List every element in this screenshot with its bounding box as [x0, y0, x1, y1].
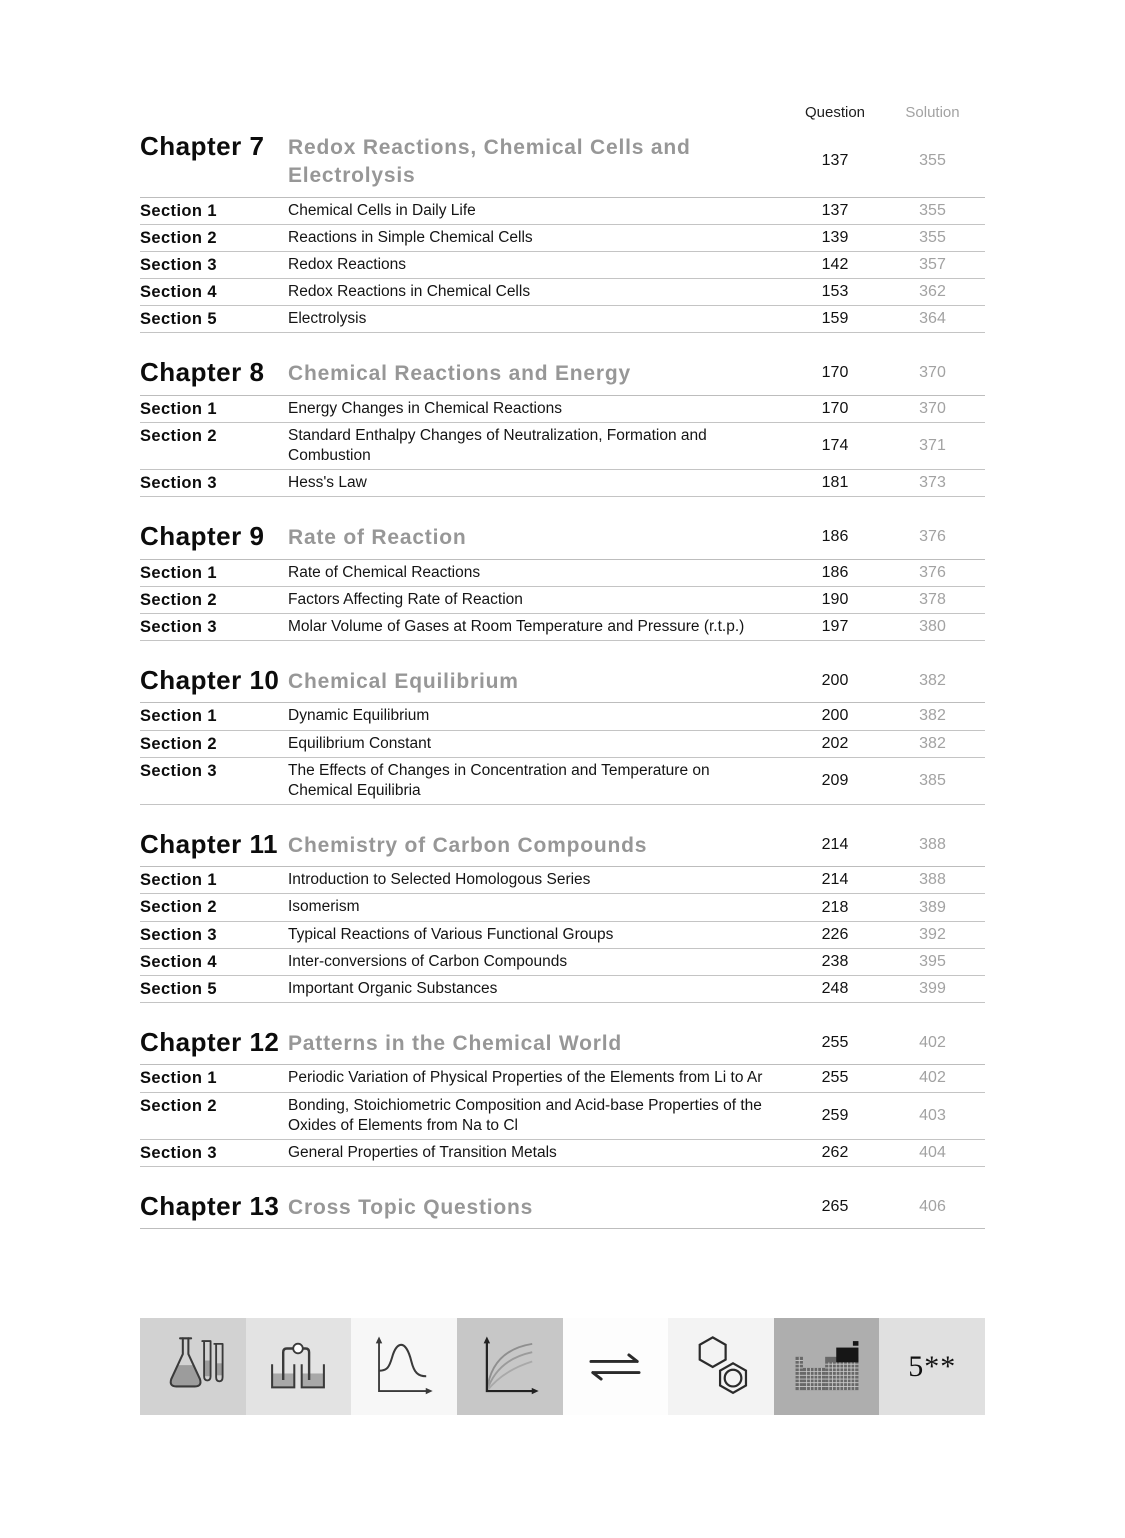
- section-solution-page: 382: [919, 734, 946, 752]
- question-column-header: Question: [804, 104, 866, 121]
- chapter-title: Chemistry of Carbon Compounds: [288, 833, 648, 857]
- section-row: [140, 279, 985, 306]
- chapter-solution-page: 382: [919, 671, 946, 689]
- section-solution-page: 395: [919, 952, 946, 970]
- electrochemical-cell-icon: [261, 1330, 335, 1404]
- section-solution-page: 362: [919, 283, 946, 301]
- section-solution-page: 382: [919, 707, 946, 725]
- chapter-title: Chemical Reactions and Energy: [288, 362, 631, 386]
- energy-profile-graph-icon: [367, 1330, 441, 1404]
- section-title: Important Organic Substances: [288, 979, 498, 997]
- chapter-solution-page: 355: [919, 151, 946, 169]
- section-label: Section 2: [140, 426, 217, 445]
- chapter-row: [140, 663, 985, 703]
- section-title: Redox Reactions: [288, 255, 407, 273]
- section-solution-page: 355: [919, 201, 946, 219]
- chapter-row: [140, 355, 985, 395]
- section-label: Section 5: [140, 310, 217, 329]
- section-row: [140, 198, 985, 225]
- section-row: [140, 949, 985, 976]
- equilibrium-arrows-icon: [578, 1330, 652, 1404]
- section-row: [140, 252, 985, 279]
- section-question-page: 170: [821, 399, 849, 417]
- table-of-contents-page: [140, 104, 985, 1229]
- section-solution-page: 388: [919, 871, 946, 889]
- section-title: Electrolysis: [288, 310, 367, 328]
- section-label: Section 1: [140, 399, 217, 418]
- section-label: Section 1: [140, 563, 217, 582]
- section-question-page: 174: [821, 437, 849, 455]
- footer-tile: [246, 1318, 352, 1415]
- section-question-page: 218: [821, 898, 849, 916]
- section-row: [140, 396, 985, 423]
- section-question-page: 197: [821, 617, 849, 635]
- chapter-label: Chapter 10: [140, 665, 280, 696]
- section-solution-page: 385: [919, 771, 946, 789]
- section-row: [140, 1140, 985, 1167]
- section-row: [140, 758, 985, 805]
- section-question-page: 214: [821, 871, 849, 889]
- section-label: Section 3: [140, 255, 217, 274]
- section-solution-page: 355: [919, 228, 946, 246]
- benzene-rings-icon: [684, 1330, 758, 1404]
- chapter-title: Rate of Reaction: [288, 526, 467, 550]
- section-label: Section 1: [140, 707, 217, 726]
- section-solution-page: 402: [919, 1069, 946, 1087]
- footer-tile: [563, 1318, 669, 1415]
- chapter-row: [140, 129, 985, 198]
- section-question-page: 200: [821, 707, 849, 725]
- section-label: Section 5: [140, 979, 217, 998]
- chapter-solution-page: 376: [919, 527, 946, 545]
- section-title: Periodic Variation of Physical Properties of the Elements from Li to Ar: [288, 1069, 763, 1087]
- section-title: Isomerism: [288, 898, 360, 916]
- chapter-question-page: 137: [821, 151, 849, 169]
- section-row: [140, 614, 985, 641]
- chapter-question-page: 186: [821, 527, 849, 545]
- section-title: Molar Volume of Gases at Room Temperature and Pressure (r.t.p.): [288, 617, 745, 635]
- section-label: Section 3: [140, 617, 217, 636]
- section-solution-page: 399: [919, 979, 946, 997]
- section-solution-page: 357: [919, 256, 946, 274]
- chapter-title: Chemical Equilibrium: [288, 670, 519, 694]
- column-header-row: [140, 104, 985, 121]
- section-solution-page: 389: [919, 898, 946, 916]
- chapter-row: [140, 1025, 985, 1065]
- chapter-label: Chapter 9: [140, 521, 265, 552]
- chapter-label: Chapter 7: [140, 131, 265, 161]
- section-row: [140, 225, 985, 252]
- section-question-page: 186: [821, 563, 849, 581]
- section-solution-page: 371: [919, 437, 946, 455]
- footer-tile: [351, 1318, 457, 1415]
- chapter-row: [140, 827, 985, 867]
- chapter-label: Chapter 13: [140, 1190, 280, 1221]
- chapter-question-page: 214: [821, 835, 849, 853]
- section-title: Typical Reactions of Various Functional Groups: [288, 925, 614, 943]
- toc-table: [140, 129, 985, 1229]
- section-row: [140, 922, 985, 949]
- chapter-title: Redox Reactions, Chemical Cells and Electrolysis: [288, 136, 691, 188]
- section-label: Section 2: [140, 898, 217, 917]
- chapter-label: Chapter 11: [140, 828, 278, 859]
- section-row: [140, 470, 985, 497]
- section-title: Redox Reactions in Chemical Cells: [288, 283, 531, 301]
- section-question-page: 137: [821, 201, 849, 219]
- chapter-solution-page: 370: [919, 364, 946, 382]
- section-label: Section 4: [140, 283, 217, 302]
- chapter-question-page: 255: [821, 1033, 849, 1051]
- section-title: Dynamic Equilibrium: [288, 707, 430, 725]
- section-title: Equilibrium Constant: [288, 734, 432, 752]
- chapter-title: Cross Topic Questions: [288, 1195, 534, 1219]
- section-row: [140, 560, 985, 587]
- section-question-page: 262: [821, 1143, 849, 1161]
- section-title: Inter-conversions of Carbon Compounds: [288, 952, 568, 970]
- rate-curves-graph-icon: [473, 1330, 547, 1404]
- section-solution-page: 403: [919, 1106, 946, 1124]
- section-question-page: 153: [821, 283, 849, 301]
- section-label: Section 3: [140, 925, 217, 944]
- chapter-solution-page: 388: [919, 835, 946, 853]
- footer-tile: [668, 1318, 774, 1415]
- section-solution-page: 376: [919, 563, 946, 581]
- section-question-page: 181: [821, 474, 849, 492]
- section-question-page: 226: [821, 925, 849, 943]
- chapter-question-page: 265: [821, 1197, 849, 1215]
- section-title: Bonding, Stoichiometric Composition and Acid-base Properties of the Oxides of Elements from Na to Cl: [288, 1096, 762, 1134]
- section-question-page: 139: [821, 228, 849, 246]
- section-question-page: 259: [821, 1106, 849, 1124]
- section-label: Section 3: [140, 474, 217, 493]
- footer-icon-strip: [140, 1318, 985, 1415]
- chapter-row: [140, 519, 985, 559]
- section-question-page: 255: [821, 1069, 849, 1087]
- section-solution-page: 373: [919, 474, 946, 492]
- chapter-solution-page: 406: [919, 1197, 946, 1215]
- section-label: Section 2: [140, 1096, 217, 1115]
- footer-tile: [774, 1318, 880, 1415]
- section-solution-page: 404: [919, 1143, 946, 1161]
- section-question-page: 238: [821, 952, 849, 970]
- section-label: Section 2: [140, 590, 217, 609]
- section-question-page: 202: [821, 734, 849, 752]
- section-title: Standard Enthalpy Changes of Neutralization, Formation and Combustion: [288, 426, 707, 465]
- section-label: Section 2: [140, 734, 217, 753]
- chapter-solution-page: 402: [919, 1033, 946, 1051]
- section-title: Energy Changes in Chemical Reactions: [288, 399, 562, 417]
- chapter-row: [140, 1189, 985, 1229]
- section-title: Factors Affecting Rate of Reaction: [288, 590, 523, 608]
- section-label: Section 1: [140, 201, 217, 220]
- section-title: General Properties of Transition Metals: [288, 1143, 557, 1161]
- section-row: [140, 894, 985, 921]
- section-label: Section 1: [140, 1069, 217, 1088]
- footer-tile: [879, 1318, 985, 1415]
- section-solution-page: 380: [919, 617, 946, 635]
- page-number: 5**: [908, 1349, 957, 1383]
- section-title: Chemical Cells in Daily Life: [288, 201, 476, 219]
- chapter-question-page: 200: [821, 671, 849, 689]
- section-row: [140, 1093, 985, 1140]
- section-title: Hess's Law: [288, 474, 367, 492]
- section-label: Section 2: [140, 228, 217, 247]
- section-row: [140, 976, 985, 1003]
- section-solution-page: 378: [919, 590, 946, 608]
- section-solution-page: 392: [919, 925, 946, 943]
- section-question-page: 190: [821, 590, 849, 608]
- section-row: [140, 306, 985, 333]
- section-row: [140, 1065, 985, 1092]
- footer-tile: [457, 1318, 563, 1415]
- section-title: The Effects of Changes in Concentration and Temperature on Chemical Equilibria: [288, 761, 710, 799]
- section-solution-page: 370: [919, 399, 946, 417]
- section-title: Rate of Chemical Reactions: [288, 563, 481, 581]
- footer-tile: [140, 1318, 246, 1415]
- chapter-label: Chapter 12: [140, 1027, 280, 1058]
- solution-column-header: Solution: [905, 104, 960, 121]
- periodic-table-icon: [790, 1334, 864, 1400]
- section-solution-page: 364: [919, 310, 946, 328]
- section-row: [140, 423, 985, 470]
- chapter-label: Chapter 8: [140, 357, 265, 388]
- section-title: Introduction to Selected Homologous Series: [288, 871, 591, 889]
- section-question-page: 159: [821, 310, 849, 328]
- section-label: Section 1: [140, 871, 217, 890]
- section-row: [140, 703, 985, 730]
- section-row: [140, 587, 985, 614]
- section-row: [140, 867, 985, 894]
- section-row: [140, 731, 985, 758]
- chapter-question-page: 170: [821, 364, 849, 382]
- section-label: Section 3: [140, 761, 217, 780]
- section-question-page: 209: [821, 771, 849, 789]
- section-title: Reactions in Simple Chemical Cells: [288, 228, 533, 246]
- section-label: Section 3: [140, 1143, 217, 1162]
- section-question-page: 248: [821, 979, 849, 997]
- section-question-page: 142: [821, 256, 849, 274]
- section-label: Section 4: [140, 952, 217, 971]
- conical-flask-icon: [156, 1330, 230, 1404]
- chapter-title: Patterns in the Chemical World: [288, 1032, 623, 1056]
